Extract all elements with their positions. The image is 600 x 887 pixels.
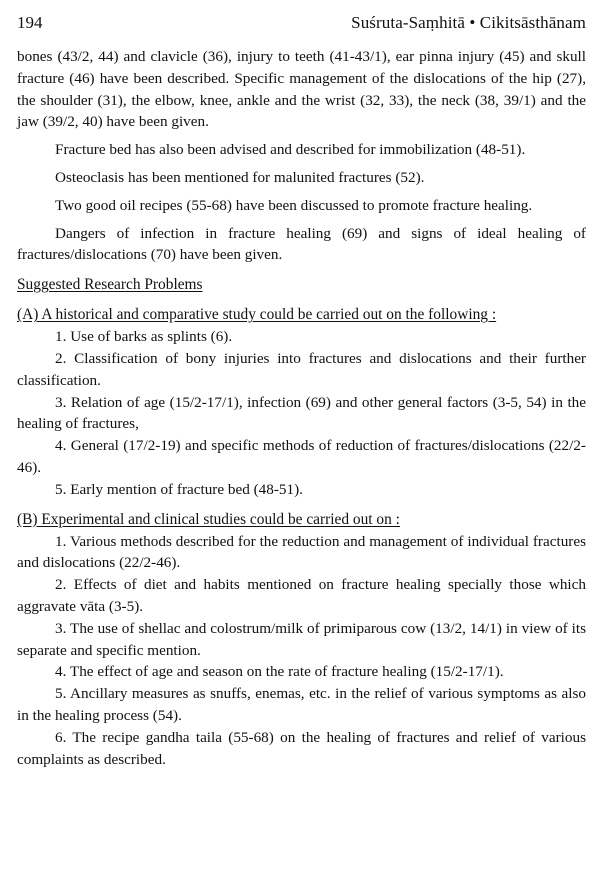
list-item: 6. The recipe gandha taila (55-68) on the healing of fractures and relief of various complaints as described. <box>17 728 586 768</box>
body-paragraph: Fracture bed has also been advised and described for immobilization (48-51). <box>55 141 526 159</box>
list-item: 1. Various methods described for the reduction and management of individual fractures and dislocations (22/2-46). <box>17 532 586 572</box>
body-paragraph: bones (43/2, 44) and clavicle (36), injury to teeth (41-43/1), ear pinna injury (45) and skull fracture (46) have been described. Specific management of the dislocations of the hip (27), the shoulder (31), the elbow, knee, ankle and the wrist (32, 33), the neck (38, 39/1) and the jaw (39/2, 40) have been given. <box>17 48 586 131</box>
list-a <box>17 326 586 500</box>
list-item: 2. Effects of diet and habits mentioned on fracture healing specially those which aggravate vāta (3-5). <box>17 576 586 615</box>
list-item: 1. Use of barks as splints (6). <box>55 328 233 346</box>
list-item: 4. The effect of age and season on the rate of fracture healing (15/2-17/1). <box>55 663 504 681</box>
list-item: 4. General (17/2-19) and specific methods of reduction of fractures/dislocations (22/2-46). <box>17 437 586 476</box>
body-paragraph: Two good oil recipes (55-68) have been discussed to promote fracture healing. <box>55 196 533 214</box>
subsection-heading-a: (A) A historical and comparative study could be carried out on the following : <box>17 306 497 324</box>
list-item: 2. Classification of bony injuries into fractures and dislocations and their further classification. <box>17 349 586 389</box>
running-head <box>17 10 586 36</box>
subsection-heading-b: (B) Experimental and clinical studies could be carried out on : <box>17 510 400 528</box>
list-item: 3. Relation of age (15/2-17/1), infection (69) and other general factors (3-5, 54) in the healing of fractures, <box>17 393 586 433</box>
running-title: Suśruta-Saṃhitā • Cikitsāsthānam <box>351 13 586 32</box>
body-paragraph: Osteoclasis has been mentioned for malunited fractures (52). <box>55 168 425 186</box>
section-heading: Suggested Research Problems <box>17 276 203 294</box>
body-paragraph: Dangers of infection in fracture healing (69) and signs of ideal healing of fractures/dislocations (70) have been given. <box>17 224 586 264</box>
list-item: 3. The use of shellac and colostrum/milk of primiparous cow (13/2, 14/1) in view of its separate and specific mention. <box>17 619 586 659</box>
list-item: 5. Early mention of fracture bed (48-51). <box>55 480 303 498</box>
list-item: 5. Ancillary measures as snuffs, enemas, etc. in the relief of various symptoms as also in the healing process (54). <box>17 685 586 724</box>
page-number: 194 <box>17 13 43 32</box>
list-b <box>17 531 586 771</box>
